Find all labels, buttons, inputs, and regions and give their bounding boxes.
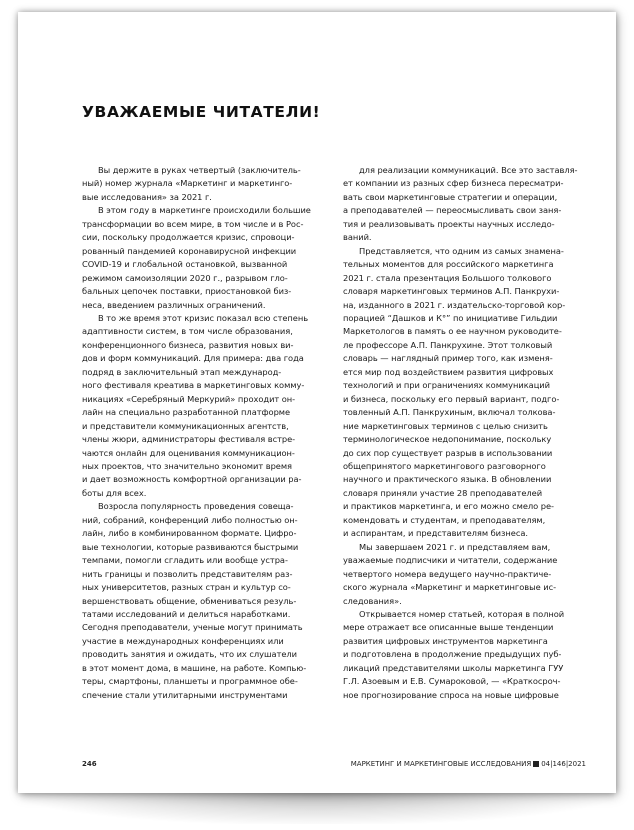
text-line: Г.Л. Азоевым и Е.В. Сумароковой, — «Краткосроч- (343, 676, 561, 687)
text-line: ет компании из разных сфер бизнеса пересматри- (343, 178, 564, 189)
text-line: ный) номер журнала «Маркетинг и маркетинго- (82, 178, 293, 189)
text-line: Мы завершаем 2021 г. и представляем вам, (359, 541, 551, 552)
text-line: участие в международных конференциях или (82, 635, 284, 646)
square-bullet-icon (533, 761, 539, 767)
text-column-right (343, 164, 591, 702)
text-line: ного фестиваля креатива в маркетинговых комму- (82, 380, 305, 391)
text-line: развития цифровых инструментов маркетинга (343, 635, 548, 646)
text-line: вые исследования» за 2021 г. (82, 191, 212, 202)
text-line: словаря приняли участие 28 преподавателей (343, 487, 543, 498)
text-line: чаются онлайн для оценивания коммуникацион- (82, 447, 295, 458)
journal-page (18, 12, 616, 793)
text-line: научного и практического языка. В обновлении (343, 474, 552, 485)
text-line: порацией “Дашков и К°” по инициативе Гильдии (343, 312, 558, 323)
text-line: дов и форм коммуникаций. Для примера: два года (82, 353, 304, 364)
text-line: следования». (343, 595, 402, 606)
text-line: ского журнала «Маркетинг и маркетинговые ис- (343, 582, 557, 593)
text-line: на, изданного в 2021 г. издательско-торговой кор- (343, 299, 566, 310)
text-line: неса, введением различных ограничений. (82, 299, 266, 310)
running-footer (351, 760, 586, 768)
text-line: татами исследований и делиться наработками. (82, 608, 291, 619)
text-line: вые технологии, которые развиваются быстрыми (82, 541, 299, 552)
text-line: мере отражает все описанные выше тенденции (343, 622, 554, 633)
journal-name: МАРКЕТИНГ И МАРКЕТИНГОВЫЕ ИССЛЕДОВАНИЯ (350, 760, 532, 768)
text-line: трансформации во всем мире, в том числе и в Рос- (82, 218, 304, 229)
text-line: ле профессоре А.П. Панкрухине. Этот толковый (343, 339, 553, 350)
paragraph (82, 204, 330, 312)
paragraph (343, 541, 591, 608)
text-line: спечение стали утилитарными инструментами (82, 689, 288, 700)
text-line: технологий и при ограничениях коммуникаций (343, 380, 550, 391)
text-line: и аспирантам, и представителям бизнеса. (343, 528, 528, 539)
text-line: Маркетологов в память о ее научном руководите- (343, 326, 562, 337)
text-line: ний, собраний, конференций либо полностью он- (82, 514, 298, 525)
text-line: общепринятого маркетингового разговорного (343, 460, 546, 471)
text-line: боты для всех. (82, 487, 147, 498)
page-drop-shadow (20, 790, 614, 824)
page-title: УВАЖАЕМЫЕ ЧИТАТЕЛИ! (82, 103, 321, 121)
paragraph (82, 500, 330, 702)
text-line: словарь — наглядный пример того, как изменя- (343, 353, 553, 364)
text-line: В то же время этот кризис показал всю степень (98, 312, 309, 323)
text-line: в этот момент дома, в машине, на работе. Компью- (82, 662, 307, 673)
text-line: темпами, помогли сгладить или вообще устра- (82, 555, 288, 566)
text-line: Представляется, что одним из самых знамена- (359, 245, 564, 256)
page-number: 246 (82, 760, 97, 768)
text-line: комендовать и студентам, и преподавателям, (343, 514, 546, 525)
issue-number: 04|146|2021 (541, 760, 586, 768)
text-line: конференционного бизнеса, развития новых ви- (82, 339, 294, 350)
text-line: до сих пор существует разрыв в использовании (343, 447, 553, 458)
text-line: сии, поскольку продолжается кризис, спровоци- (82, 232, 295, 243)
text-line: никациях «Серебряный Меркурий» проходит он- (82, 393, 296, 404)
text-line: и дает возможность комфортной организации ра- (82, 474, 302, 485)
text-line: режимом самоизоляции 2020 г., разрывом гло- (82, 272, 288, 283)
text-line: тельных моментов для российского маркетинга (343, 259, 554, 270)
text-line: подряд в заключительный этап международ- (82, 366, 282, 377)
text-line: словаря маркетинговых терминов А.П. Панкрухи- (343, 286, 560, 297)
text-line: и представители коммуникационных агентств, (82, 420, 289, 431)
text-line: нить границы и позволить представителям раз- (82, 568, 293, 579)
text-line: уважаемые подписчики и читатели, содержание (343, 555, 558, 566)
text-line: вершенствовать общение, обмениваться резуль- (82, 595, 297, 606)
paragraph (82, 312, 330, 500)
page-footer (82, 760, 586, 772)
paragraph (343, 164, 591, 245)
text-line: В этом году в маркетинге происходили большие (98, 205, 311, 216)
text-line: члены жюри, администраторы фестиваля встре- (82, 434, 296, 445)
text-line: проводить занятия и ожидать, что их слушатели (82, 649, 298, 660)
text-line: тия и реализовывать проекты научных исследо- (343, 218, 555, 229)
text-line: четвертого номера ведущего научно-практиче- (343, 568, 552, 579)
text-line: COVID-19 и глобальной остановкой, вызванной (82, 259, 288, 270)
text-line: лайн на специально разработанной платформе (82, 407, 291, 418)
text-line: а преподавателей — переосмысливать свои заня- (343, 205, 562, 216)
text-line: адаптивности систем, в том числе образования, (82, 326, 293, 337)
text-line: бальных цепочек поставки, приостановкой биз- (82, 286, 292, 297)
text-line: Возросла популярность проведения совеща- (98, 501, 294, 512)
text-line: товленный А.П. Панкрухиным, включал толкова- (343, 407, 556, 418)
text-line: рованный пандемией коронавирусной инфекции (82, 245, 297, 256)
text-line: Вы держите в руках четвертый (заключитель- (98, 165, 301, 175)
text-line: теры, смартфоны, планшеты и программное обе- (82, 676, 298, 687)
paragraph (343, 608, 591, 702)
text-line: вать свои маркетинговые стратегии и операции, (343, 191, 558, 202)
text-line: лайн, либо в комбинированном формате. Цифро- (82, 528, 297, 539)
text-line: ние маркетинговых терминов с целью снизить (343, 420, 548, 431)
text-line: и подготовлена в продолжение предыдущих пуб- (343, 649, 562, 660)
text-line: и бизнеса, поскольку его первый вариант, подго- (343, 393, 560, 404)
paragraph (343, 245, 591, 541)
text-line: ликаций представителями школы маркетинга ГУУ (343, 662, 564, 673)
text-line: 2021 г. стала презентация Большого толкового (343, 272, 552, 283)
paragraph (82, 164, 330, 204)
text-column-left (82, 164, 330, 702)
text-line: и практиков маркетинга, и его можно смело ре- (343, 501, 554, 512)
text-line: Открывается номер статьей, которая в полной (359, 608, 565, 619)
text-line: ных проектов, что значительно экономит время (82, 460, 292, 471)
text-line: терминологическое недопонимание, поскольку (343, 434, 552, 445)
text-line: ное прогнозирование спроса на новые цифровые (343, 689, 559, 700)
text-line: ваний. (343, 232, 372, 243)
text-line: Сегодня преподаватели, ученые могут принимать (82, 622, 303, 633)
text-line: для реализации коммуникаций. Все это заставля- (359, 165, 578, 175)
text-line: ных университетов, разных стран и культур со- (82, 582, 291, 593)
text-line: ется мир под воздействием развития цифровых (343, 366, 554, 377)
